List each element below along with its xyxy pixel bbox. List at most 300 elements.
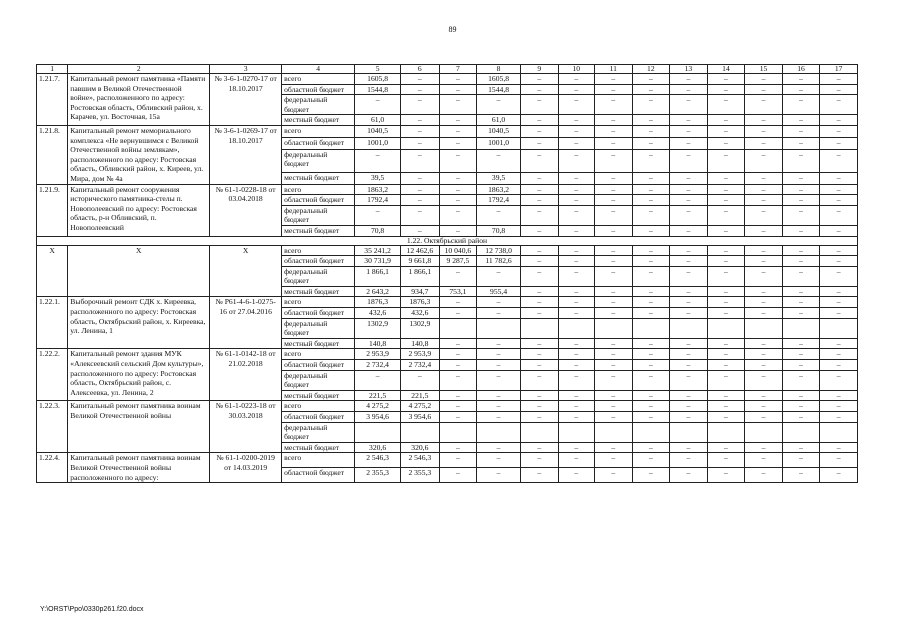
funding-source: федеральный бюджет — [282, 318, 355, 338]
amount-cell: 221,5 — [401, 390, 440, 401]
amount-cell: – — [595, 453, 633, 468]
amount-cell: – — [820, 412, 858, 423]
amount-cell — [439, 422, 477, 442]
amount-cell: – — [558, 115, 595, 126]
amount-cell: – — [477, 401, 521, 412]
amount-cell: – — [820, 266, 858, 286]
amount-cell: – — [820, 115, 858, 126]
amount-cell: – — [520, 349, 558, 360]
item-number: 1.21.8. — [37, 125, 68, 184]
amount-cell: – — [520, 245, 558, 256]
amount-cell: – — [558, 84, 595, 95]
amount-cell: 1863,2 — [477, 184, 521, 195]
amount-cell: – — [670, 297, 708, 308]
amount-cell: – — [558, 468, 595, 483]
amount-cell: – — [782, 172, 820, 184]
amount-cell: 2 732,4 — [355, 360, 401, 371]
amount-cell: – — [745, 468, 783, 483]
amount-cell: – — [632, 370, 670, 390]
amount-cell: – — [632, 225, 670, 236]
amount-cell: – — [558, 95, 595, 115]
amount-cell: – — [520, 308, 558, 319]
amount-cell: – — [595, 266, 633, 286]
amount-cell: – — [820, 205, 858, 225]
funding-source: всего — [282, 245, 355, 256]
amount-cell — [782, 422, 820, 442]
amount-cell: – — [401, 195, 440, 206]
funding-source: областной бюджет — [282, 137, 355, 149]
funding-source: областной бюджет — [282, 360, 355, 371]
amount-cell: – — [820, 360, 858, 371]
project-document: № 61-1-0223-18 от 30.03.2018 — [210, 401, 282, 453]
amount-cell: – — [707, 137, 745, 149]
amount-cell: – — [820, 195, 858, 206]
funding-source: местный бюджет — [282, 286, 355, 297]
funding-source: областной бюджет — [282, 256, 355, 267]
amount-cell: – — [558, 390, 595, 401]
amount-cell — [477, 422, 521, 442]
amount-cell: – — [632, 390, 670, 401]
funding-source: местный бюджет — [282, 338, 355, 349]
amount-cell: – — [707, 360, 745, 371]
amount-cell: – — [820, 390, 858, 401]
amount-cell: – — [439, 468, 477, 483]
amount-cell: – — [595, 74, 633, 85]
column-header: 5 — [355, 65, 401, 74]
amount-cell: 1001,0 — [477, 137, 521, 149]
funding-source: всего — [282, 401, 355, 412]
amount-cell: – — [670, 172, 708, 184]
amount-cell: 11 782,6 — [477, 256, 521, 267]
object-name: Капитальный ремонт здания МУК «Алексеевский сельский Дом культуры», расположенного по адресу: Ростовская область, Октябрьский район, с. Алексеевка, ул. Ленина, 2 — [68, 349, 210, 401]
column-header: 3 — [210, 65, 282, 74]
amount-cell: – — [782, 286, 820, 297]
funding-source: областной бюджет — [282, 84, 355, 95]
amount-cell: – — [401, 125, 440, 137]
amount-cell: – — [820, 149, 858, 172]
funding-source: всего — [282, 453, 355, 468]
amount-cell: – — [401, 172, 440, 184]
amount-cell: – — [355, 205, 401, 225]
amount-cell: – — [745, 245, 783, 256]
object-name: Х — [68, 245, 210, 297]
amount-cell: – — [520, 149, 558, 172]
amount-cell: – — [477, 308, 521, 319]
amount-cell — [820, 422, 858, 442]
amount-cell: – — [670, 149, 708, 172]
funding-source: всего — [282, 297, 355, 308]
amount-cell: 3 954,6 — [355, 412, 401, 423]
amount-cell: – — [520, 360, 558, 371]
file-path-footer: Y:\ORST\Ppo\0330p261.f20.docx — [40, 606, 144, 613]
amount-cell: – — [745, 95, 783, 115]
amount-cell: – — [595, 349, 633, 360]
amount-cell: – — [439, 390, 477, 401]
funding-source: областной бюджет — [282, 308, 355, 319]
amount-cell: – — [820, 401, 858, 412]
amount-cell: – — [477, 297, 521, 308]
amount-cell: – — [707, 205, 745, 225]
amount-cell: – — [820, 172, 858, 184]
amount-cell: – — [782, 349, 820, 360]
amount-cell: 1040,5 — [477, 125, 521, 137]
amount-cell: 1 866,1 — [355, 266, 401, 286]
amount-cell — [745, 422, 783, 442]
amount-cell: – — [632, 195, 670, 206]
amount-cell — [670, 422, 708, 442]
amount-cell: – — [820, 245, 858, 256]
funding-source: всего — [282, 125, 355, 137]
amount-cell: – — [439, 349, 477, 360]
object-name: Капитальный ремонт памятника воинам Великой Отечественной войны — [68, 401, 210, 453]
table-body — [37, 74, 858, 483]
funding-source: всего — [282, 349, 355, 360]
amount-cell: – — [595, 256, 633, 267]
amount-cell: – — [670, 245, 708, 256]
amount-cell: – — [632, 205, 670, 225]
amount-cell: – — [632, 149, 670, 172]
amount-cell: – — [707, 184, 745, 195]
amount-cell: – — [707, 195, 745, 206]
amount-cell: – — [745, 149, 783, 172]
amount-cell: 1876,3 — [355, 297, 401, 308]
amount-cell: 10 040,6 — [439, 245, 477, 256]
amount-cell — [782, 318, 820, 338]
amount-cell: – — [595, 225, 633, 236]
amount-cell: – — [670, 256, 708, 267]
amount-cell: – — [820, 95, 858, 115]
amount-cell: – — [670, 95, 708, 115]
amount-cell: – — [401, 137, 440, 149]
amount-cell: – — [595, 149, 633, 172]
column-header: 6 — [401, 65, 440, 74]
amount-cell: – — [782, 390, 820, 401]
amount-cell: 12 462,6 — [401, 245, 440, 256]
object-name: Капитальный ремонт мемориального комплекса «Не вернувшимся с Великой Отечественной войны землякам», расположенного по адресу: Ростовская область, Обливский район, х. Киреев, ул. Мира, дом № 4а — [68, 125, 210, 184]
amount-cell: – — [558, 245, 595, 256]
amount-cell: – — [782, 95, 820, 115]
amount-cell: – — [820, 442, 858, 453]
amount-cell: – — [782, 401, 820, 412]
amount-cell: – — [632, 468, 670, 483]
funding-source: местный бюджет — [282, 442, 355, 453]
table-row — [37, 349, 858, 360]
amount-cell — [595, 318, 633, 338]
amount-cell: – — [670, 308, 708, 319]
amount-cell: – — [439, 74, 477, 85]
amount-cell: – — [820, 256, 858, 267]
amount-cell: – — [745, 195, 783, 206]
amount-cell: – — [355, 370, 401, 390]
amount-cell: 1876,3 — [401, 297, 440, 308]
column-header: 15 — [745, 65, 783, 74]
amount-cell: – — [782, 266, 820, 286]
project-document: № 61-1-0228-18 от 03.04.2018 — [210, 184, 282, 236]
amount-cell: – — [745, 256, 783, 267]
amount-cell: – — [632, 338, 670, 349]
amount-cell: – — [632, 95, 670, 115]
amount-cell — [632, 318, 670, 338]
amount-cell: – — [745, 266, 783, 286]
amount-cell: – — [707, 256, 745, 267]
amount-cell: 2 953,9 — [355, 349, 401, 360]
amount-cell: – — [632, 412, 670, 423]
amount-cell: – — [595, 297, 633, 308]
column-header: 4 — [282, 65, 355, 74]
amount-cell: – — [745, 137, 783, 149]
amount-cell: 1001,0 — [355, 137, 401, 149]
amount-cell: – — [558, 172, 595, 184]
amount-cell: – — [595, 84, 633, 95]
amount-cell: 1863,2 — [355, 184, 401, 195]
amount-cell: 2 953,9 — [401, 349, 440, 360]
amount-cell: – — [745, 125, 783, 137]
amount-cell: – — [401, 115, 440, 126]
amount-cell: – — [820, 308, 858, 319]
amount-cell: – — [595, 205, 633, 225]
amount-cell: 1040,5 — [355, 125, 401, 137]
amount-cell: 35 241,2 — [355, 245, 401, 256]
amount-cell — [355, 422, 401, 442]
table-row — [37, 297, 858, 308]
amount-cell: – — [520, 468, 558, 483]
amount-cell: – — [820, 84, 858, 95]
amount-cell: – — [745, 401, 783, 412]
amount-cell: – — [707, 349, 745, 360]
amount-cell: – — [558, 74, 595, 85]
amount-cell: – — [477, 205, 521, 225]
amount-cell: – — [632, 256, 670, 267]
amount-cell: – — [595, 172, 633, 184]
amount-cell: – — [632, 308, 670, 319]
amount-cell: – — [670, 442, 708, 453]
amount-cell: – — [782, 205, 820, 225]
amount-cell: – — [520, 256, 558, 267]
amount-cell: – — [707, 468, 745, 483]
amount-cell: 4 275,2 — [355, 401, 401, 412]
amount-cell: – — [439, 95, 477, 115]
amount-cell: – — [820, 125, 858, 137]
amount-cell: – — [820, 297, 858, 308]
amount-cell: – — [707, 172, 745, 184]
funding-source: областной бюджет — [282, 468, 355, 483]
project-document: № 3-6-1-0270-17 от 18.10.2017 — [210, 74, 282, 126]
amount-cell: – — [520, 74, 558, 85]
column-header: 17 — [820, 65, 858, 74]
amount-cell — [439, 318, 477, 338]
amount-cell: – — [477, 95, 521, 115]
amount-cell: – — [632, 115, 670, 126]
amount-cell: – — [558, 195, 595, 206]
header-row — [37, 65, 858, 74]
amount-cell: – — [782, 360, 820, 371]
amount-cell: – — [707, 390, 745, 401]
project-document: № 3-6-1-0269-17 от 18.10.2017 — [210, 125, 282, 184]
amount-cell: – — [558, 225, 595, 236]
amount-cell: – — [558, 412, 595, 423]
amount-cell: – — [782, 115, 820, 126]
amount-cell: – — [558, 149, 595, 172]
table-row — [37, 184, 858, 195]
amount-cell: – — [745, 308, 783, 319]
amount-cell: – — [439, 442, 477, 453]
amount-cell: 12 738,0 — [477, 245, 521, 256]
amount-cell: – — [595, 401, 633, 412]
funding-source: федеральный бюджет — [282, 149, 355, 172]
amount-cell: – — [558, 286, 595, 297]
amount-cell: – — [477, 390, 521, 401]
amount-cell: 70,8 — [477, 225, 521, 236]
amount-cell: – — [670, 115, 708, 126]
amount-cell: – — [670, 195, 708, 206]
amount-cell: 753,1 — [439, 286, 477, 297]
amount-cell: – — [632, 349, 670, 360]
item-number: 1.22.4. — [37, 453, 68, 483]
item-number: 1.22.1. — [37, 297, 68, 349]
amount-cell: 1 866,1 — [401, 266, 440, 286]
amount-cell: – — [558, 205, 595, 225]
amount-cell: – — [355, 149, 401, 172]
amount-cell: – — [632, 184, 670, 195]
amount-cell: – — [477, 412, 521, 423]
amount-cell: – — [707, 370, 745, 390]
amount-cell: – — [520, 172, 558, 184]
amount-cell: 2 643,2 — [355, 286, 401, 297]
amount-cell: – — [632, 453, 670, 468]
amount-cell: – — [595, 468, 633, 483]
amount-cell: – — [707, 308, 745, 319]
amount-cell: 1302,9 — [401, 318, 440, 338]
funding-source: местный бюджет — [282, 390, 355, 401]
amount-cell: – — [439, 172, 477, 184]
column-header: 1 — [37, 65, 68, 74]
amount-cell: – — [439, 84, 477, 95]
amount-cell: – — [670, 184, 708, 195]
amount-cell: – — [477, 360, 521, 371]
amount-cell: – — [477, 266, 521, 286]
amount-cell: – — [707, 286, 745, 297]
amount-cell: – — [477, 468, 521, 483]
amount-cell: – — [670, 225, 708, 236]
amount-cell: – — [707, 401, 745, 412]
amount-cell: – — [707, 245, 745, 256]
funding-source: федеральный бюджет — [282, 266, 355, 286]
column-header: 10 — [558, 65, 595, 74]
amount-cell: 4 275,2 — [401, 401, 440, 412]
amount-cell: – — [520, 297, 558, 308]
budget-table — [36, 64, 858, 483]
amount-cell: – — [820, 349, 858, 360]
amount-cell: – — [558, 125, 595, 137]
amount-cell: – — [632, 360, 670, 371]
item-number: 1.21.9. — [37, 184, 68, 236]
amount-cell: – — [477, 370, 521, 390]
amount-cell: – — [439, 195, 477, 206]
amount-cell: – — [670, 360, 708, 371]
column-header: 7 — [439, 65, 477, 74]
amount-cell: – — [745, 442, 783, 453]
item-number: 1.21.7. — [37, 74, 68, 126]
table-header — [37, 65, 858, 74]
amount-cell — [707, 422, 745, 442]
amount-cell: – — [670, 137, 708, 149]
amount-cell: – — [595, 442, 633, 453]
amount-cell: – — [745, 84, 783, 95]
budget-table-container — [36, 64, 858, 483]
funding-source: местный бюджет — [282, 115, 355, 126]
amount-cell: – — [439, 308, 477, 319]
amount-cell: – — [520, 370, 558, 390]
column-header: 12 — [632, 65, 670, 74]
amount-cell: – — [632, 401, 670, 412]
amount-cell: – — [745, 225, 783, 236]
funding-source: местный бюджет — [282, 172, 355, 184]
amount-cell: – — [477, 349, 521, 360]
amount-cell: – — [670, 266, 708, 286]
section-row — [37, 236, 858, 245]
amount-cell: – — [558, 338, 595, 349]
amount-cell: 2 732,4 — [401, 360, 440, 371]
funding-source: федеральный бюджет — [282, 422, 355, 442]
amount-cell: – — [520, 412, 558, 423]
amount-cell — [558, 318, 595, 338]
amount-cell: – — [707, 266, 745, 286]
amount-cell: – — [439, 205, 477, 225]
amount-cell: – — [782, 225, 820, 236]
amount-cell: – — [632, 286, 670, 297]
amount-cell: – — [520, 205, 558, 225]
amount-cell: – — [439, 297, 477, 308]
amount-cell: – — [745, 360, 783, 371]
column-header: 2 — [68, 65, 210, 74]
amount-cell: – — [595, 390, 633, 401]
item-number: Х — [37, 245, 68, 297]
amount-cell: – — [670, 125, 708, 137]
amount-cell: – — [670, 370, 708, 390]
amount-cell: – — [707, 149, 745, 172]
amount-cell — [820, 318, 858, 338]
amount-cell: – — [595, 195, 633, 206]
amount-cell: – — [439, 338, 477, 349]
amount-cell: 30 731,9 — [355, 256, 401, 267]
amount-cell: – — [820, 225, 858, 236]
amount-cell: – — [745, 370, 783, 390]
amount-cell: – — [558, 266, 595, 286]
amount-cell: – — [820, 184, 858, 195]
object-name: Капитальный ремонт сооружения исторического памятника-стелы п. Новополеевский по адресу: Ростовская область, р-н Обливский, п. Новополеевский — [68, 184, 210, 236]
column-header: 16 — [782, 65, 820, 74]
funding-source: областной бюджет — [282, 195, 355, 206]
amount-cell: – — [782, 453, 820, 468]
amount-cell: 2 355,3 — [355, 468, 401, 483]
amount-cell: – — [595, 412, 633, 423]
amount-cell: 3 954,6 — [401, 412, 440, 423]
amount-cell: – — [477, 338, 521, 349]
amount-cell: – — [670, 390, 708, 401]
amount-cell: – — [707, 84, 745, 95]
amount-cell: – — [439, 115, 477, 126]
amount-cell: – — [401, 184, 440, 195]
amount-cell: – — [558, 308, 595, 319]
amount-cell: – — [782, 308, 820, 319]
amount-cell: 1544,8 — [355, 84, 401, 95]
amount-cell: 934,7 — [401, 286, 440, 297]
amount-cell: – — [632, 266, 670, 286]
table-row — [37, 245, 858, 256]
amount-cell — [558, 422, 595, 442]
amount-cell: – — [477, 149, 521, 172]
amount-cell: 1544,8 — [477, 84, 521, 95]
